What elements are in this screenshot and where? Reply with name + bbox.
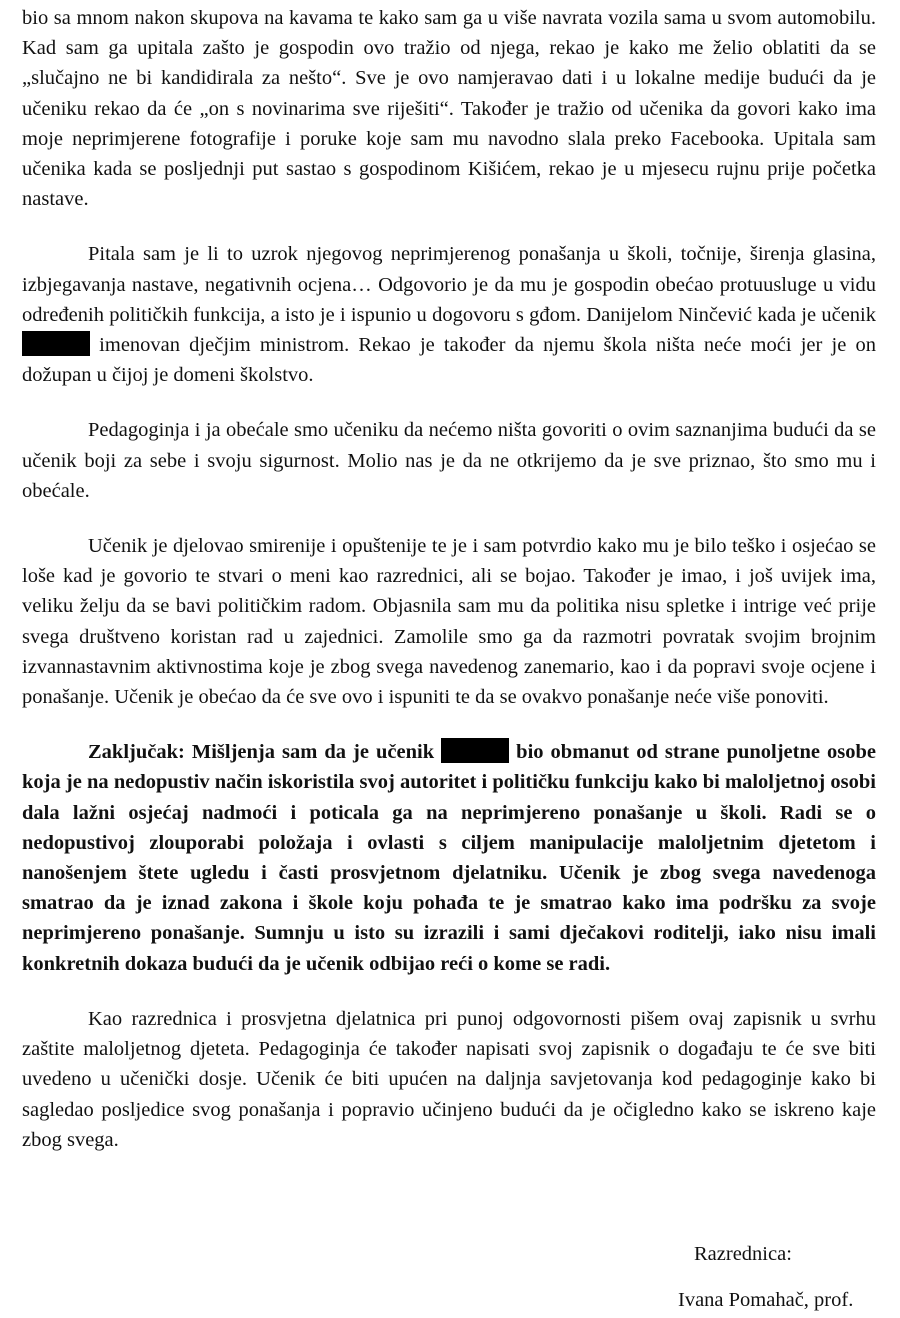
conclusion-paragraph: [22, 737, 876, 979]
redaction-block: [22, 331, 90, 356]
conclusion-text-after: bio obmanut od strane punoljetne osobe koja je na nedopustiv način iskoristila svoj autoritet i političku funkciju kako bi maloljetnoj osobi dala lažni osjećaj nadmoći i poticala ga na neprimjereno ponašanje u školi. Radi se o nedopustivoj zlouporabi položaja i ovlasti s ciljem manipulacije maloljetnim djetetom i nanošenjem štete ugledu i časti prosvjetnom djelatniku. Učenik je zbog svega navedenoga smatrao da je iznad zakona i škole koju pohađa te je smatrao kako ima podršku za svoje neprimjereno ponašanje. Sumnju u isto su izrazili i sami dječakovi roditelji, iako nisu imali konkretnih dokaza budući da je učenik odbijao reći o kome se radi.: [22, 741, 876, 975]
paragraph-2: [22, 239, 876, 390]
paragraph-3: [22, 415, 876, 506]
signature-role: Razrednica:: [694, 1243, 792, 1265]
paragraph-6: [22, 1004, 876, 1155]
paragraph-4: [22, 531, 876, 712]
paragraph-4-text: Učenik je djelovao smirenije i opuštenije te je i sam potvrdio kako mu je bilo teško i osjećao se loše kad je govorio te stvari o meni kao razrednici, ali se bojao. Također je imao, i još uvijek ima, veliku želju da se bavi političkim radom. Objasnila sam mu da politika nisu spletke i intrige već prije svega društveno koristan rad u zajednici. Zamolile smo ga da razmotri povratak svojim brojnim izvannastavnim aktivnostima koje je zbog svega navedenog zanemario, kao i da popravi svoje ocjene i ponašanje. Učenik je obećao da će sve ovo i ispuniti te da se ovakvo ponašanje neće više ponoviti.: [22, 535, 876, 709]
conclusion-text-before: Zaključak: Mišljenja sam da je učenik: [88, 741, 442, 764]
paragraph-2-text-after: imenovan dječjim ministrom. Rekao je također da njemu škola ništa neće moći jer je on dožupan u čijoj je domeni školstvo.: [22, 334, 876, 387]
paragraph-3-text: Pedagoginja i ja obećale smo učeniku da nećemo ništa govoriti o ovim saznanjima budući da se učenik boji za sebe i svoju sigurnost. Molio nas je da ne otkrijemo da je sve priznao, što smo mu i obećale.: [22, 419, 876, 502]
paragraph-6-text: Kao razrednica i prosvjetna djelatnica pri punoj odgovornosti pišem ovaj zapisnik u svrhu zaštite maloljetnog djeteta. Pedagoginja će također napisati svoj zapisnik o događaju te će sve biti uvedeno u učenički dosje. Učenik će biti upućen na daljnja savjetovanja kod pedagoginje kako bi sagledao posljedice svog ponašanja i popravio učinjeno budući da je očigledno kako se iskreno kaje zbog svega.: [22, 1007, 876, 1151]
signature-name: Ivana Pomahač, prof.: [678, 1289, 854, 1311]
paragraph-2-text-before: Pitala sam je li to uzrok njegovog neprimjerenog ponašanja u školi, točnije, širenja glasina, izbjegavanja nastave, negativnih ocjena… Odgovorio je da mu je gospodin obećao protuusluge u vidu određenih političkih funkcija, a isto je i ispunio u dogovoru s gđom. Danijelom Ninčević kada je učenik: [22, 243, 876, 326]
document-page: [22, 0, 876, 1155]
paragraph-1-text: bio sa mnom nakon skupova na kavama te kako sam ga u više navrata vozila sama u svom automobilu. Kad sam ga upitala zašto je gospodin ovo tražio od njega, rekao je kako me želio oblatiti da se „slučajno ne bi kandidirala za nešto“. Sve je ovo namjeravao dati i u lokalne medije budući da je učeniku rekao da će „on s novinarima sve riješiti“. Također je tražio od učenika da govori kako ima moje neprimjerene fotografije i poruke koje sam mu navodno slala preko Facebooka. Upitala sam učenika kada se posljednji put sastao s gospodinom Kišićem, rekao je u mjesecu rujnu prije početka nastave.: [22, 7, 876, 211]
redaction-block: [441, 738, 509, 763]
paragraph-1: [22, 3, 876, 214]
